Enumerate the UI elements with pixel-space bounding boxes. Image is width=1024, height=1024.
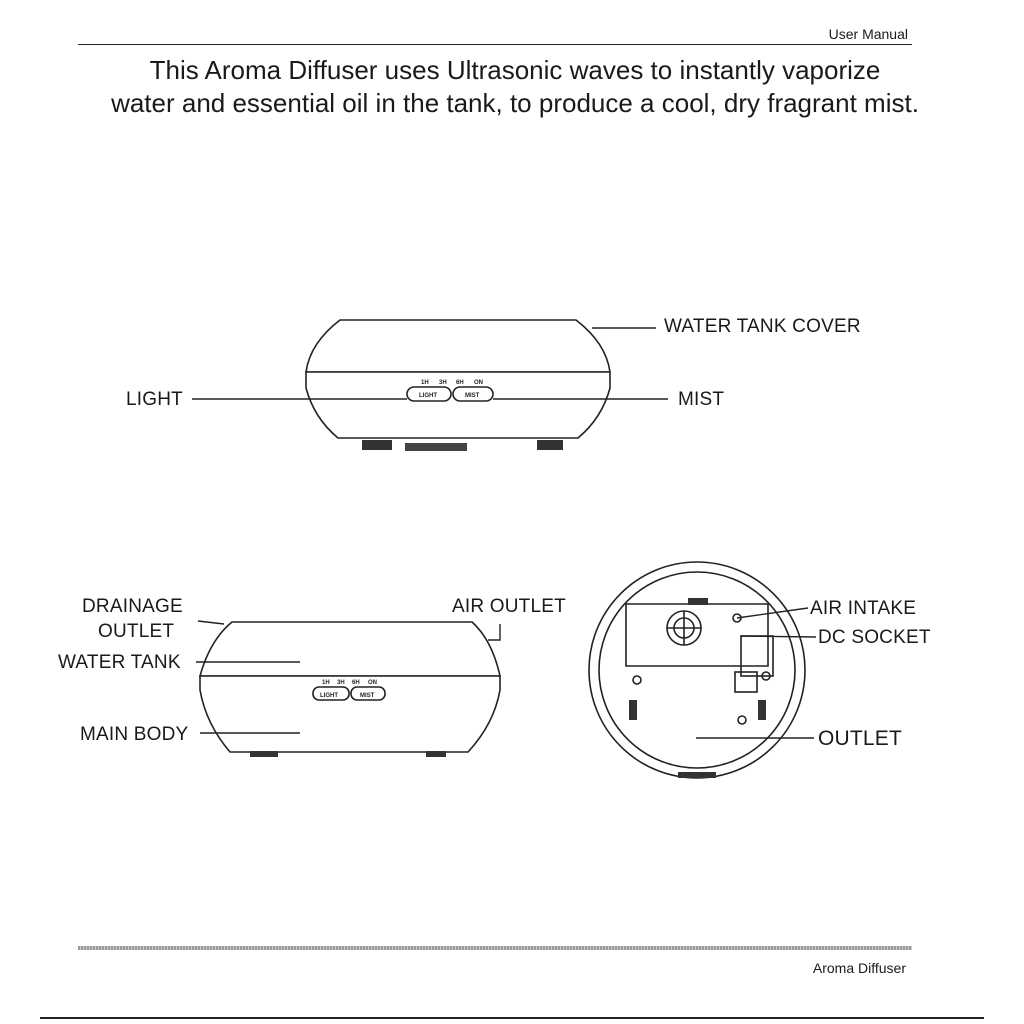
leader-air-outlet xyxy=(488,624,500,640)
side-timer-on: ON xyxy=(368,680,377,686)
front-light-button-label: LIGHT xyxy=(419,393,437,399)
side-view-diffuser xyxy=(200,622,500,757)
front-foot-mid xyxy=(405,443,467,451)
side-light-button-label: LIGHT xyxy=(320,693,338,699)
callout-dc-socket: DC SOCKET xyxy=(818,627,931,648)
footer-rule xyxy=(78,946,912,950)
bottom-foot-top xyxy=(688,598,708,605)
leader-drainage xyxy=(198,621,224,624)
callout-light: LIGHT xyxy=(126,389,183,410)
side-timer-1h: 1H xyxy=(322,680,330,686)
side-mist-button-label: MIST xyxy=(360,693,375,699)
side-timer-6h: 6H xyxy=(352,680,360,686)
side-foot-left xyxy=(250,751,278,757)
page-bottom-rule xyxy=(40,1017,984,1019)
callout-outlet: OUTLET xyxy=(818,727,903,750)
callout-drainage-line-2: OUTLET xyxy=(98,621,175,642)
bottom-foot-left xyxy=(629,700,637,720)
intro-line-2: water and essential oil in the tank, to produce a cool, dry fragrant mist. xyxy=(111,88,919,118)
leader-dc-socket xyxy=(741,636,816,637)
bottom-foot-right xyxy=(758,700,766,720)
bottom-screw-4-icon xyxy=(738,716,746,724)
header-section-label: User Manual xyxy=(828,26,908,42)
side-foot-right xyxy=(426,751,446,757)
front-timer-3h: 3H xyxy=(439,380,447,386)
bottom-plate-cover xyxy=(626,604,768,666)
bottom-view-diffuser xyxy=(589,562,805,778)
bottom-foot-base xyxy=(678,772,716,778)
callout-drainage-line-1: DRAINAGE xyxy=(82,596,183,617)
footer-product-label: Aroma Diffuser xyxy=(812,960,906,976)
callout-water-tank: WATER TANK xyxy=(58,652,181,673)
front-timer-on: ON xyxy=(474,380,483,386)
bottom-screw-2-icon xyxy=(633,676,641,684)
dc-socket-plug xyxy=(735,672,757,692)
front-timer-6h: 6H xyxy=(456,380,464,386)
callout-air-outlet: AIR OUTLET xyxy=(452,596,566,617)
side-timer-3h: 3H xyxy=(337,680,345,686)
side-tank-outline xyxy=(200,622,500,676)
side-body-outline xyxy=(200,676,500,752)
callout-air-intake: AIR INTAKE xyxy=(810,598,917,619)
callout-main-body: MAIN BODY xyxy=(80,724,189,745)
front-cover-outline xyxy=(306,320,610,372)
front-mist-button-label: MIST xyxy=(465,393,480,399)
front-timer-1h: 1H xyxy=(421,380,429,386)
intro-line-1: This Aroma Diffuser uses Ultrasonic waves to instantly vaporize xyxy=(149,55,881,85)
front-foot-left xyxy=(362,440,392,450)
front-foot-right xyxy=(537,440,563,450)
callout-mist: MIST xyxy=(678,389,725,410)
callout-water-tank-cover: WATER TANK COVER xyxy=(664,316,861,337)
